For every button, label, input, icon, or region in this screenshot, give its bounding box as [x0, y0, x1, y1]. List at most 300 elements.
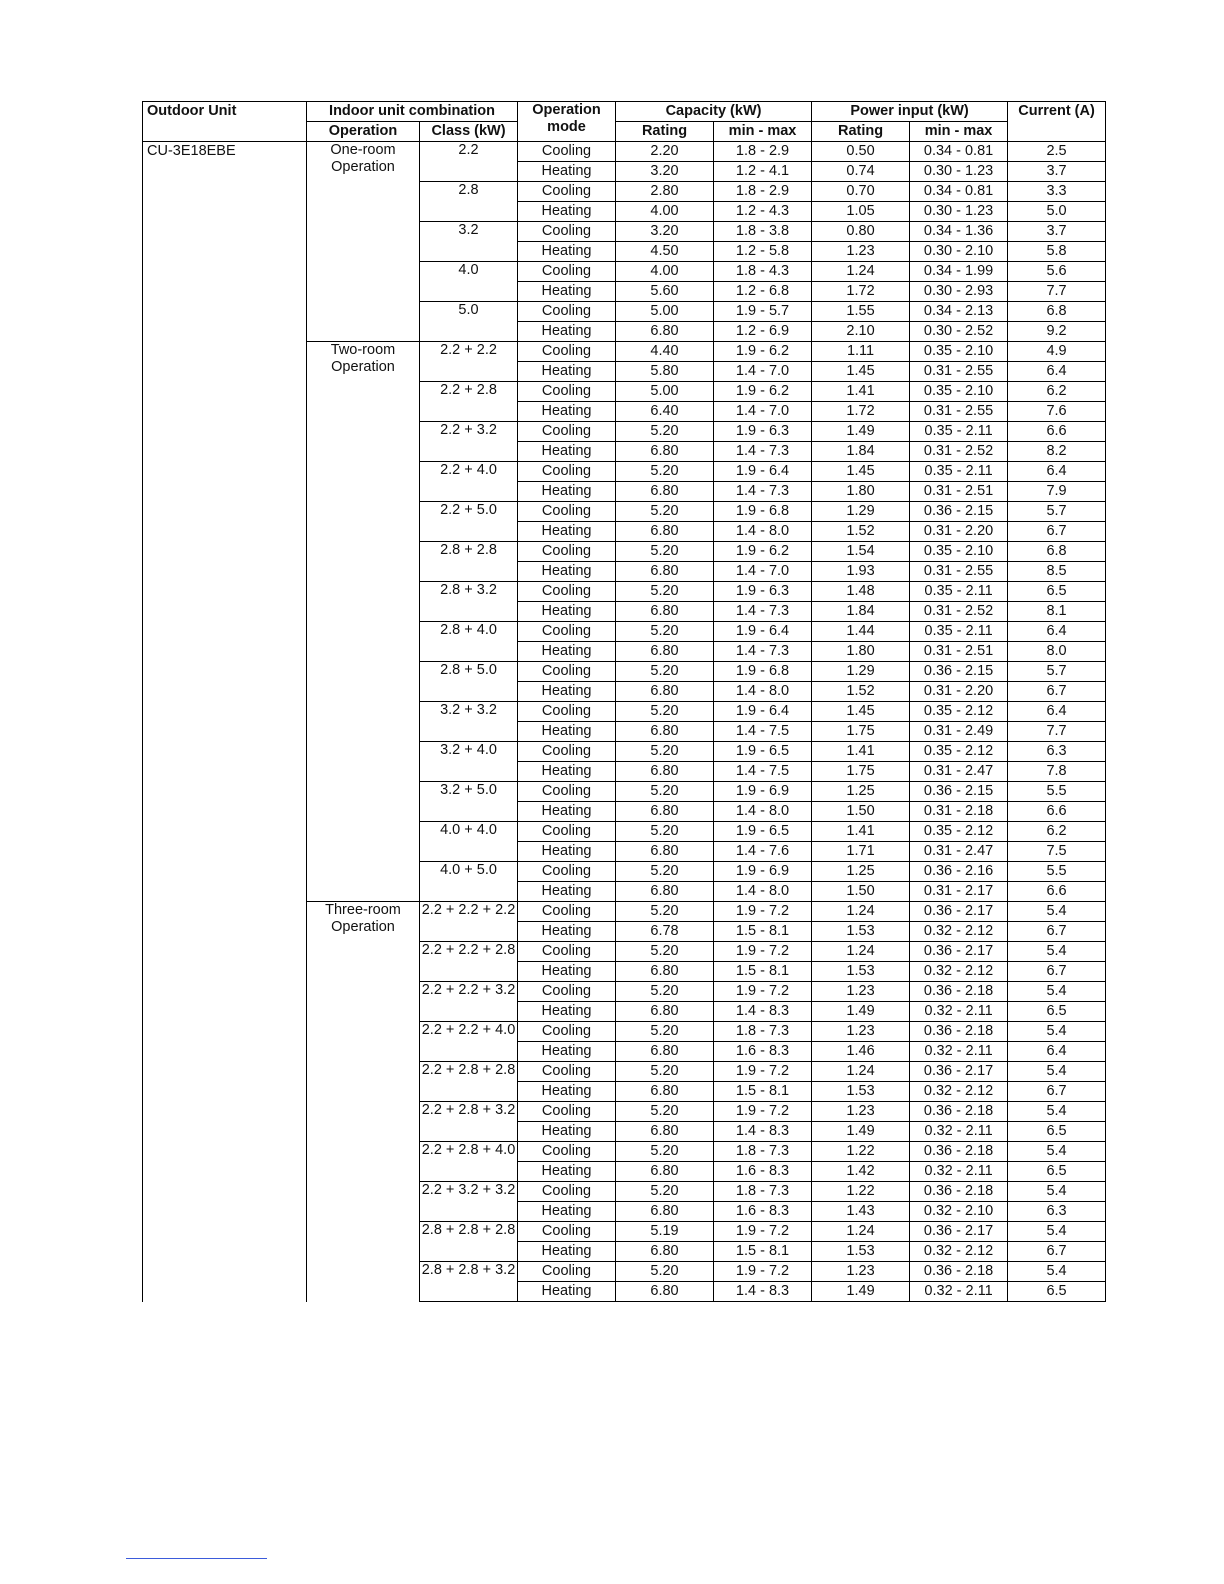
- capacity-rating-cell: 6.80: [616, 1202, 714, 1222]
- capacity-min-max-cell: 1.4 - 8.0: [714, 522, 812, 542]
- capacity-min-max-cell: 1.8 - 4.3: [714, 262, 812, 282]
- class-kw-cell: 4.0 + 4.0: [420, 822, 518, 862]
- power-min-max-cell: 0.32 - 2.10: [910, 1202, 1008, 1222]
- current-cell: 6.4: [1008, 702, 1106, 722]
- operation-mode-cell: Heating: [518, 562, 616, 582]
- current-cell: 5.4: [1008, 1062, 1106, 1082]
- capacity-min-max-cell: 1.2 - 4.1: [714, 162, 812, 182]
- power-min-max-cell: 0.36 - 2.18: [910, 1182, 1008, 1202]
- capacity-min-max-cell: 1.4 - 8.0: [714, 682, 812, 702]
- operation-mode-cell: Heating: [518, 442, 616, 462]
- current-cell: 5.4: [1008, 902, 1106, 922]
- power-min-max-cell: 0.31 - 2.52: [910, 602, 1008, 622]
- power-min-max-cell: 0.35 - 2.10: [910, 342, 1008, 362]
- capacity-min-max-cell: 1.4 - 8.3: [714, 1282, 812, 1302]
- power-rating-cell: 1.05: [812, 202, 910, 222]
- capacity-rating-cell: 5.20: [616, 862, 714, 882]
- class-kw-cell: 2.2 + 2.2: [420, 342, 518, 382]
- capacity-min-max-cell: 1.9 - 7.2: [714, 902, 812, 922]
- power-rating-cell: 0.74: [812, 162, 910, 182]
- class-kw-cell: 5.0: [420, 302, 518, 342]
- header-power-rating: Rating: [812, 122, 910, 142]
- capacity-min-max-cell: 1.8 - 2.9: [714, 182, 812, 202]
- capacity-min-max-cell: 1.9 - 6.4: [714, 702, 812, 722]
- power-rating-cell: 1.24: [812, 1222, 910, 1242]
- current-cell: 7.8: [1008, 762, 1106, 782]
- power-min-max-cell: 0.36 - 2.18: [910, 982, 1008, 1002]
- power-min-max-cell: 0.32 - 2.12: [910, 1082, 1008, 1102]
- operation-mode-cell: Cooling: [518, 942, 616, 962]
- capacity-min-max-cell: 1.4 - 8.0: [714, 882, 812, 902]
- class-kw-cell: 4.0 + 5.0: [420, 862, 518, 902]
- power-rating-cell: 1.50: [812, 882, 910, 902]
- class-kw-cell: 3.2 + 4.0: [420, 742, 518, 782]
- operation-mode-cell: Cooling: [518, 262, 616, 282]
- capacity-rating-cell: 6.80: [616, 1042, 714, 1062]
- power-rating-cell: 1.29: [812, 662, 910, 682]
- capacity-rating-cell: 6.80: [616, 882, 714, 902]
- capacity-min-max-cell: 1.2 - 5.8: [714, 242, 812, 262]
- capacity-min-max-cell: 1.4 - 8.0: [714, 802, 812, 822]
- current-cell: 6.3: [1008, 742, 1106, 762]
- class-kw-cell: 2.2 + 2.8 + 4.0: [420, 1142, 518, 1182]
- capacity-min-max-cell: 1.4 - 7.5: [714, 762, 812, 782]
- capacity-min-max-cell: 1.4 - 7.0: [714, 402, 812, 422]
- power-rating-cell: 1.49: [812, 1002, 910, 1022]
- current-cell: 6.7: [1008, 922, 1106, 942]
- power-rating-cell: 1.52: [812, 522, 910, 542]
- header-power-min-max: min - max: [910, 122, 1008, 142]
- power-rating-cell: 1.24: [812, 902, 910, 922]
- capacity-min-max-cell: 1.4 - 7.3: [714, 482, 812, 502]
- class-kw-cell: 2.2 + 5.0: [420, 502, 518, 542]
- operation-group-label: One-room Operation: [307, 142, 420, 342]
- power-min-max-cell: 0.34 - 2.13: [910, 302, 1008, 322]
- power-rating-cell: 1.84: [812, 602, 910, 622]
- power-rating-cell: 1.93: [812, 562, 910, 582]
- operation-mode-cell: Heating: [518, 362, 616, 382]
- capacity-rating-cell: 5.20: [616, 782, 714, 802]
- capacity-rating-cell: 6.78: [616, 922, 714, 942]
- capacity-rating-cell: 5.20: [616, 582, 714, 602]
- operation-mode-cell: Heating: [518, 482, 616, 502]
- power-min-max-cell: 0.36 - 2.15: [910, 782, 1008, 802]
- class-kw-cell: 2.2 + 2.8 + 3.2: [420, 1102, 518, 1142]
- capacity-min-max-cell: 1.5 - 8.1: [714, 922, 812, 942]
- power-min-max-cell: 0.36 - 2.17: [910, 902, 1008, 922]
- power-min-max-cell: 0.35 - 2.12: [910, 822, 1008, 842]
- class-kw-cell: 4.0: [420, 262, 518, 302]
- power-rating-cell: 1.24: [812, 1062, 910, 1082]
- power-rating-cell: 1.41: [812, 822, 910, 842]
- capacity-rating-cell: 5.00: [616, 382, 714, 402]
- power-rating-cell: 1.72: [812, 282, 910, 302]
- capacity-min-max-cell: 1.9 - 6.5: [714, 822, 812, 842]
- power-min-max-cell: 0.35 - 2.11: [910, 582, 1008, 602]
- power-rating-cell: 1.23: [812, 982, 910, 1002]
- power-rating-cell: 1.25: [812, 782, 910, 802]
- class-kw-cell: 2.8 + 4.0: [420, 622, 518, 662]
- operation-mode-cell: Cooling: [518, 862, 616, 882]
- capacity-min-max-cell: 1.9 - 6.8: [714, 662, 812, 682]
- power-rating-cell: 1.75: [812, 722, 910, 742]
- capacity-rating-cell: 5.20: [616, 1182, 714, 1202]
- operation-mode-cell: Cooling: [518, 502, 616, 522]
- current-cell: 8.0: [1008, 642, 1106, 662]
- operation-mode-cell: Heating: [518, 722, 616, 742]
- capacity-min-max-cell: 1.2 - 4.3: [714, 202, 812, 222]
- specification-table: [142, 101, 1106, 1302]
- header-power-input: Power input (kW): [812, 102, 1008, 122]
- header-capacity: Capacity (kW): [616, 102, 812, 122]
- operation-mode-cell: Heating: [518, 922, 616, 942]
- power-min-max-cell: 0.32 - 2.12: [910, 1242, 1008, 1262]
- class-kw-cell: 2.2 + 3.2 + 3.2: [420, 1182, 518, 1222]
- footnote-separator: [126, 1558, 267, 1559]
- current-cell: 8.1: [1008, 602, 1106, 622]
- header-capacity-rating: Rating: [616, 122, 714, 142]
- capacity-rating-cell: 3.20: [616, 162, 714, 182]
- operation-mode-cell: Heating: [518, 842, 616, 862]
- operation-mode-cell: Heating: [518, 1042, 616, 1062]
- power-min-max-cell: 0.35 - 2.11: [910, 622, 1008, 642]
- current-cell: 5.4: [1008, 1142, 1106, 1162]
- outdoor-unit-model: CU-3E18EBE: [143, 142, 307, 1302]
- capacity-rating-cell: 4.40: [616, 342, 714, 362]
- power-min-max-cell: 0.36 - 2.18: [910, 1022, 1008, 1042]
- power-rating-cell: 1.23: [812, 1022, 910, 1042]
- capacity-rating-cell: 6.80: [616, 1002, 714, 1022]
- capacity-min-max-cell: 1.6 - 8.3: [714, 1162, 812, 1182]
- current-cell: 6.7: [1008, 522, 1106, 542]
- power-min-max-cell: 0.31 - 2.47: [910, 762, 1008, 782]
- power-rating-cell: 1.24: [812, 262, 910, 282]
- capacity-rating-cell: 5.20: [616, 422, 714, 442]
- power-rating-cell: 1.42: [812, 1162, 910, 1182]
- capacity-min-max-cell: 1.9 - 6.3: [714, 422, 812, 442]
- power-min-max-cell: 0.34 - 0.81: [910, 182, 1008, 202]
- capacity-rating-cell: 6.80: [616, 1282, 714, 1302]
- power-rating-cell: 1.41: [812, 742, 910, 762]
- capacity-rating-cell: 5.20: [616, 1142, 714, 1162]
- power-min-max-cell: 0.34 - 1.99: [910, 262, 1008, 282]
- capacity-min-max-cell: 1.9 - 5.7: [714, 302, 812, 322]
- class-kw-cell: 2.8 + 2.8 + 3.2: [420, 1262, 518, 1302]
- power-min-max-cell: 0.36 - 2.18: [910, 1142, 1008, 1162]
- capacity-rating-cell: 6.80: [616, 562, 714, 582]
- power-min-max-cell: 0.30 - 2.52: [910, 322, 1008, 342]
- power-min-max-cell: 0.35 - 2.12: [910, 742, 1008, 762]
- operation-mode-cell: Cooling: [518, 742, 616, 762]
- current-cell: 6.3: [1008, 1202, 1106, 1222]
- power-rating-cell: 1.23: [812, 242, 910, 262]
- power-min-max-cell: 0.31 - 2.51: [910, 642, 1008, 662]
- operation-mode-cell: Heating: [518, 1162, 616, 1182]
- table-header: [143, 102, 1106, 142]
- capacity-rating-cell: 5.20: [616, 502, 714, 522]
- power-rating-cell: 1.53: [812, 1082, 910, 1102]
- current-cell: 5.5: [1008, 862, 1106, 882]
- operation-mode-cell: Cooling: [518, 222, 616, 242]
- class-kw-cell: 2.2 + 4.0: [420, 462, 518, 502]
- capacity-min-max-cell: 1.4 - 7.3: [714, 602, 812, 622]
- current-cell: 5.4: [1008, 1262, 1106, 1282]
- capacity-min-max-cell: 1.9 - 7.2: [714, 982, 812, 1002]
- power-rating-cell: 1.24: [812, 942, 910, 962]
- operation-mode-cell: Cooling: [518, 1262, 616, 1282]
- capacity-rating-cell: 5.00: [616, 302, 714, 322]
- power-rating-cell: 1.43: [812, 1202, 910, 1222]
- capacity-rating-cell: 5.20: [616, 982, 714, 1002]
- current-cell: 6.7: [1008, 962, 1106, 982]
- power-rating-cell: 1.50: [812, 802, 910, 822]
- capacity-rating-cell: 5.60: [616, 282, 714, 302]
- class-kw-cell: 2.2 + 2.2 + 2.8: [420, 942, 518, 982]
- current-cell: 6.5: [1008, 582, 1106, 602]
- operation-group-label: Two-room Operation: [307, 342, 420, 902]
- capacity-min-max-cell: 1.4 - 7.0: [714, 562, 812, 582]
- class-kw-cell: 2.2 + 2.2 + 4.0: [420, 1022, 518, 1062]
- power-min-max-cell: 0.35 - 2.12: [910, 702, 1008, 722]
- power-min-max-cell: 0.32 - 2.11: [910, 1162, 1008, 1182]
- power-rating-cell: 1.23: [812, 1102, 910, 1122]
- operation-mode-cell: Cooling: [518, 422, 616, 442]
- capacity-rating-cell: 6.80: [616, 1162, 714, 1182]
- current-cell: 6.4: [1008, 622, 1106, 642]
- current-cell: 6.5: [1008, 1002, 1106, 1022]
- power-min-max-cell: 0.31 - 2.18: [910, 802, 1008, 822]
- capacity-rating-cell: 5.20: [616, 1062, 714, 1082]
- power-min-max-cell: 0.32 - 2.11: [910, 1122, 1008, 1142]
- capacity-rating-cell: 5.20: [616, 462, 714, 482]
- capacity-rating-cell: 4.00: [616, 202, 714, 222]
- capacity-min-max-cell: 1.9 - 7.2: [714, 942, 812, 962]
- class-kw-cell: 2.8 + 5.0: [420, 662, 518, 702]
- capacity-min-max-cell: 1.9 - 6.5: [714, 742, 812, 762]
- operation-mode-cell: Heating: [518, 1282, 616, 1302]
- power-min-max-cell: 0.31 - 2.51: [910, 482, 1008, 502]
- current-cell: 6.6: [1008, 882, 1106, 902]
- class-kw-cell: 2.2 + 3.2: [420, 422, 518, 462]
- current-cell: 6.2: [1008, 382, 1106, 402]
- current-cell: 8.2: [1008, 442, 1106, 462]
- current-cell: 5.8: [1008, 242, 1106, 262]
- power-min-max-cell: 0.36 - 2.18: [910, 1262, 1008, 1282]
- class-kw-cell: 2.2 + 2.2 + 3.2: [420, 982, 518, 1022]
- operation-mode-cell: Heating: [518, 642, 616, 662]
- current-cell: 6.4: [1008, 362, 1106, 382]
- current-cell: 5.7: [1008, 662, 1106, 682]
- current-cell: 5.4: [1008, 1102, 1106, 1122]
- operation-group-label: Three-room Operation: [307, 902, 420, 1302]
- capacity-rating-cell: 5.20: [616, 942, 714, 962]
- capacity-min-max-cell: 1.4 - 7.3: [714, 642, 812, 662]
- power-rating-cell: 1.22: [812, 1182, 910, 1202]
- capacity-min-max-cell: 1.4 - 7.6: [714, 842, 812, 862]
- header-current: Current (A): [1008, 102, 1106, 142]
- current-cell: 5.4: [1008, 1182, 1106, 1202]
- operation-mode-cell: Cooling: [518, 542, 616, 562]
- capacity-min-max-cell: 1.9 - 6.2: [714, 542, 812, 562]
- operation-mode-cell: Heating: [518, 682, 616, 702]
- operation-mode-cell: Cooling: [518, 782, 616, 802]
- operation-mode-cell: Heating: [518, 202, 616, 222]
- current-cell: 2.5: [1008, 142, 1106, 162]
- capacity-min-max-cell: 1.9 - 6.8: [714, 502, 812, 522]
- operation-mode-cell: Heating: [518, 762, 616, 782]
- capacity-min-max-cell: 1.6 - 8.3: [714, 1202, 812, 1222]
- capacity-min-max-cell: 1.2 - 6.9: [714, 322, 812, 342]
- operation-mode-cell: Cooling: [518, 622, 616, 642]
- current-cell: 3.3: [1008, 182, 1106, 202]
- power-min-max-cell: 0.36 - 2.15: [910, 662, 1008, 682]
- capacity-rating-cell: 5.20: [616, 1102, 714, 1122]
- current-cell: 6.7: [1008, 682, 1106, 702]
- power-rating-cell: 1.75: [812, 762, 910, 782]
- capacity-rating-cell: 3.20: [616, 222, 714, 242]
- power-min-max-cell: 0.31 - 2.49: [910, 722, 1008, 742]
- power-min-max-cell: 0.32 - 2.11: [910, 1042, 1008, 1062]
- capacity-rating-cell: 4.00: [616, 262, 714, 282]
- class-kw-cell: 2.8: [420, 182, 518, 222]
- capacity-min-max-cell: 1.9 - 6.3: [714, 582, 812, 602]
- power-min-max-cell: 0.31 - 2.55: [910, 402, 1008, 422]
- operation-mode-cell: Cooling: [518, 1102, 616, 1122]
- power-min-max-cell: 0.32 - 2.12: [910, 922, 1008, 942]
- power-rating-cell: 1.45: [812, 462, 910, 482]
- operation-mode-cell: Heating: [518, 322, 616, 342]
- capacity-min-max-cell: 1.9 - 6.2: [714, 382, 812, 402]
- current-cell: 5.5: [1008, 782, 1106, 802]
- capacity-min-max-cell: 1.8 - 2.9: [714, 142, 812, 162]
- power-rating-cell: 1.41: [812, 382, 910, 402]
- current-cell: 6.5: [1008, 1122, 1106, 1142]
- capacity-rating-cell: 6.80: [616, 802, 714, 822]
- capacity-min-max-cell: 1.8 - 7.3: [714, 1022, 812, 1042]
- operation-mode-cell: Cooling: [518, 182, 616, 202]
- operation-mode-cell: Cooling: [518, 1062, 616, 1082]
- power-min-max-cell: 0.36 - 2.17: [910, 1222, 1008, 1242]
- class-kw-cell: 3.2 + 3.2: [420, 702, 518, 742]
- operation-mode-cell: Cooling: [518, 382, 616, 402]
- capacity-rating-cell: 6.80: [616, 442, 714, 462]
- operation-mode-cell: Cooling: [518, 1022, 616, 1042]
- power-rating-cell: 1.29: [812, 502, 910, 522]
- operation-mode-cell: Heating: [518, 282, 616, 302]
- current-cell: 3.7: [1008, 222, 1106, 242]
- power-rating-cell: 1.23: [812, 1262, 910, 1282]
- operation-mode-cell: Heating: [518, 602, 616, 622]
- capacity-min-max-cell: 1.9 - 7.2: [714, 1102, 812, 1122]
- current-cell: 8.5: [1008, 562, 1106, 582]
- capacity-min-max-cell: 1.9 - 7.2: [714, 1222, 812, 1242]
- operation-mode-cell: Heating: [518, 402, 616, 422]
- power-rating-cell: 1.80: [812, 642, 910, 662]
- capacity-min-max-cell: 1.6 - 8.3: [714, 1042, 812, 1062]
- class-kw-cell: 2.8 + 2.8: [420, 542, 518, 582]
- power-min-max-cell: 0.35 - 2.11: [910, 422, 1008, 442]
- capacity-min-max-cell: 1.8 - 7.3: [714, 1182, 812, 1202]
- operation-mode-cell: Cooling: [518, 462, 616, 482]
- power-rating-cell: 1.46: [812, 1042, 910, 1062]
- power-min-max-cell: 0.36 - 2.18: [910, 1102, 1008, 1122]
- header-operation: Operation: [307, 122, 420, 142]
- power-min-max-cell: 0.36 - 2.15: [910, 502, 1008, 522]
- power-rating-cell: 1.53: [812, 1242, 910, 1262]
- capacity-min-max-cell: 1.4 - 7.3: [714, 442, 812, 462]
- header-class: Class (kW): [420, 122, 518, 142]
- operation-mode-cell: Cooling: [518, 342, 616, 362]
- operation-mode-cell: Cooling: [518, 142, 616, 162]
- current-cell: 6.6: [1008, 422, 1106, 442]
- capacity-rating-cell: 5.20: [616, 822, 714, 842]
- current-cell: 4.9: [1008, 342, 1106, 362]
- operation-mode-cell: Heating: [518, 522, 616, 542]
- capacity-min-max-cell: 1.5 - 8.1: [714, 1082, 812, 1102]
- operation-mode-cell: Heating: [518, 802, 616, 822]
- class-kw-cell: 2.2 + 2.2 + 2.2: [420, 902, 518, 942]
- power-rating-cell: 1.45: [812, 362, 910, 382]
- current-cell: 5.4: [1008, 982, 1106, 1002]
- operation-mode-cell: Cooling: [518, 1142, 616, 1162]
- power-rating-cell: 1.53: [812, 922, 910, 942]
- power-min-max-cell: 0.35 - 2.10: [910, 382, 1008, 402]
- table-row: [143, 142, 1106, 162]
- power-rating-cell: 0.50: [812, 142, 910, 162]
- current-cell: 7.9: [1008, 482, 1106, 502]
- capacity-rating-cell: 6.80: [616, 322, 714, 342]
- class-kw-cell: 3.2 + 5.0: [420, 782, 518, 822]
- power-min-max-cell: 0.30 - 1.23: [910, 202, 1008, 222]
- capacity-rating-cell: 6.80: [616, 682, 714, 702]
- capacity-min-max-cell: 1.8 - 3.8: [714, 222, 812, 242]
- power-min-max-cell: 0.30 - 2.10: [910, 242, 1008, 262]
- power-rating-cell: 0.70: [812, 182, 910, 202]
- class-kw-cell: 2.2 + 2.8: [420, 382, 518, 422]
- class-kw-cell: 3.2: [420, 222, 518, 262]
- power-rating-cell: 1.49: [812, 422, 910, 442]
- power-min-max-cell: 0.32 - 2.12: [910, 962, 1008, 982]
- capacity-rating-cell: 6.80: [616, 1242, 714, 1262]
- capacity-rating-cell: 2.80: [616, 182, 714, 202]
- power-rating-cell: 1.53: [812, 962, 910, 982]
- capacity-min-max-cell: 1.4 - 7.0: [714, 362, 812, 382]
- power-min-max-cell: 0.34 - 0.81: [910, 142, 1008, 162]
- current-cell: 7.6: [1008, 402, 1106, 422]
- capacity-min-max-cell: 1.4 - 8.3: [714, 1002, 812, 1022]
- power-min-max-cell: 0.36 - 2.17: [910, 942, 1008, 962]
- class-kw-cell: 2.2 + 2.8 + 2.8: [420, 1062, 518, 1102]
- current-cell: 7.5: [1008, 842, 1106, 862]
- power-rating-cell: 1.71: [812, 842, 910, 862]
- operation-mode-cell: Heating: [518, 1002, 616, 1022]
- capacity-rating-cell: 5.20: [616, 902, 714, 922]
- power-min-max-cell: 0.31 - 2.55: [910, 562, 1008, 582]
- class-kw-cell: 2.2: [420, 142, 518, 182]
- operation-mode-cell: Heating: [518, 1082, 616, 1102]
- header-outdoor-unit: Outdoor Unit: [143, 102, 307, 142]
- operation-mode-cell: Cooling: [518, 302, 616, 322]
- power-rating-cell: 2.10: [812, 322, 910, 342]
- power-min-max-cell: 0.30 - 2.93: [910, 282, 1008, 302]
- capacity-rating-cell: 6.40: [616, 402, 714, 422]
- power-rating-cell: 1.11: [812, 342, 910, 362]
- power-rating-cell: 0.80: [812, 222, 910, 242]
- power-min-max-cell: 0.34 - 1.36: [910, 222, 1008, 242]
- power-rating-cell: 1.84: [812, 442, 910, 462]
- capacity-rating-cell: 6.80: [616, 602, 714, 622]
- capacity-rating-cell: 6.80: [616, 842, 714, 862]
